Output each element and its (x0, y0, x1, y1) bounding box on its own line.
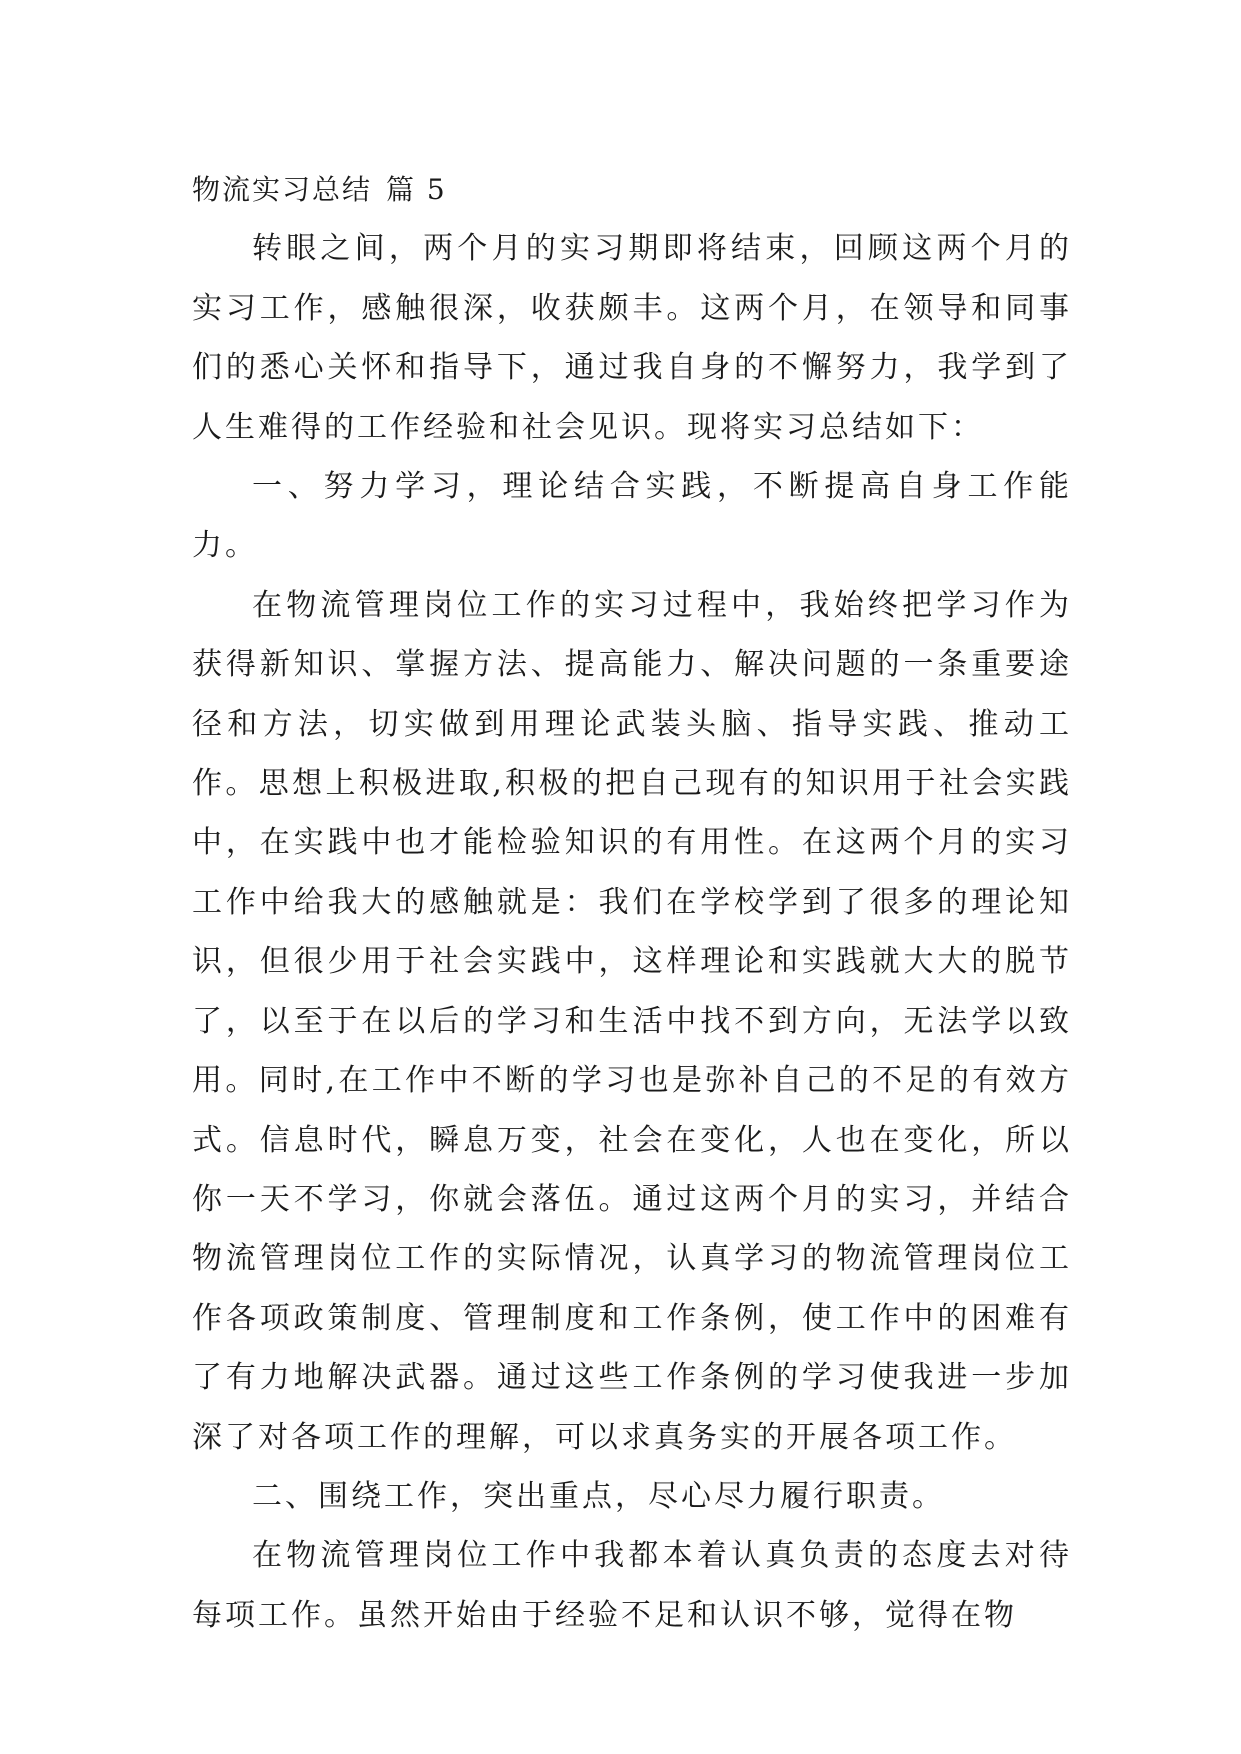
paragraph-section-1: 在物流管理岗位工作的实习过程中，我始终把学习作为获得新知识、掌握方法、提高能力、解决问题的一条重要途径和方法，切实做到用理论武装头脑、指导实践、推动工作。思想上积极进取,积极的把自己现有的知识用于社会实践中，在实践中也才能检验知识的有用性。在这两个月的实习工作中给我大的感触就是：我们在学校学到了很多的理论知识，但很少用于社会实践中，这样理论和实践就大大的脱节了，以至于在以后的学习和生活中找不到方向，无法学以致用。同时,在工作中不断的学习也是弥补自己的不足的有效方式。信息时代，瞬息万变，社会在变化，人也在变化，所以你一天不学习，你就会落伍。通过这两个月的实习，并结合物流管理岗位工作的实际情况，认真学习的物流管理岗位工作各项政策制度、管理制度和工作条例，使工作中的困难有了有力地解决武器。通过这些工作条例的学习使我进一步加深了对各项工作的理解，可以求真务实的开展各项工作。 (192, 587, 1072, 1455)
title-suffix: 篇 5 (386, 173, 447, 206)
title-main: 物流实习总结 (192, 173, 373, 206)
section-heading-1: 一、努力学习，理论结合实践，不断提高自身工作能力。 (192, 469, 1072, 564)
document-title (192, 160, 1072, 219)
section-heading-2: 二、围绕工作，突出重点，尽心尽力履行职责。 (252, 1478, 945, 1514)
document-body (192, 160, 1072, 1645)
paragraph-intro: 转眼之间，两个月的实习期即将结束，回顾这两个月的实习工作，感触很深，收获颇丰。这两个月，在领导和同事们的悉心关怀和指导下，通过我自身的不懈努力，我学到了人生难得的工作经验和社会见识。现将实习总结如下： (192, 231, 1072, 445)
paragraph-section-2: 在物流管理岗位工作中我都本着认真负责的态度去对待每项工作。虽然开始由于经验不足和认识不够，觉得在物 (192, 1538, 1072, 1633)
